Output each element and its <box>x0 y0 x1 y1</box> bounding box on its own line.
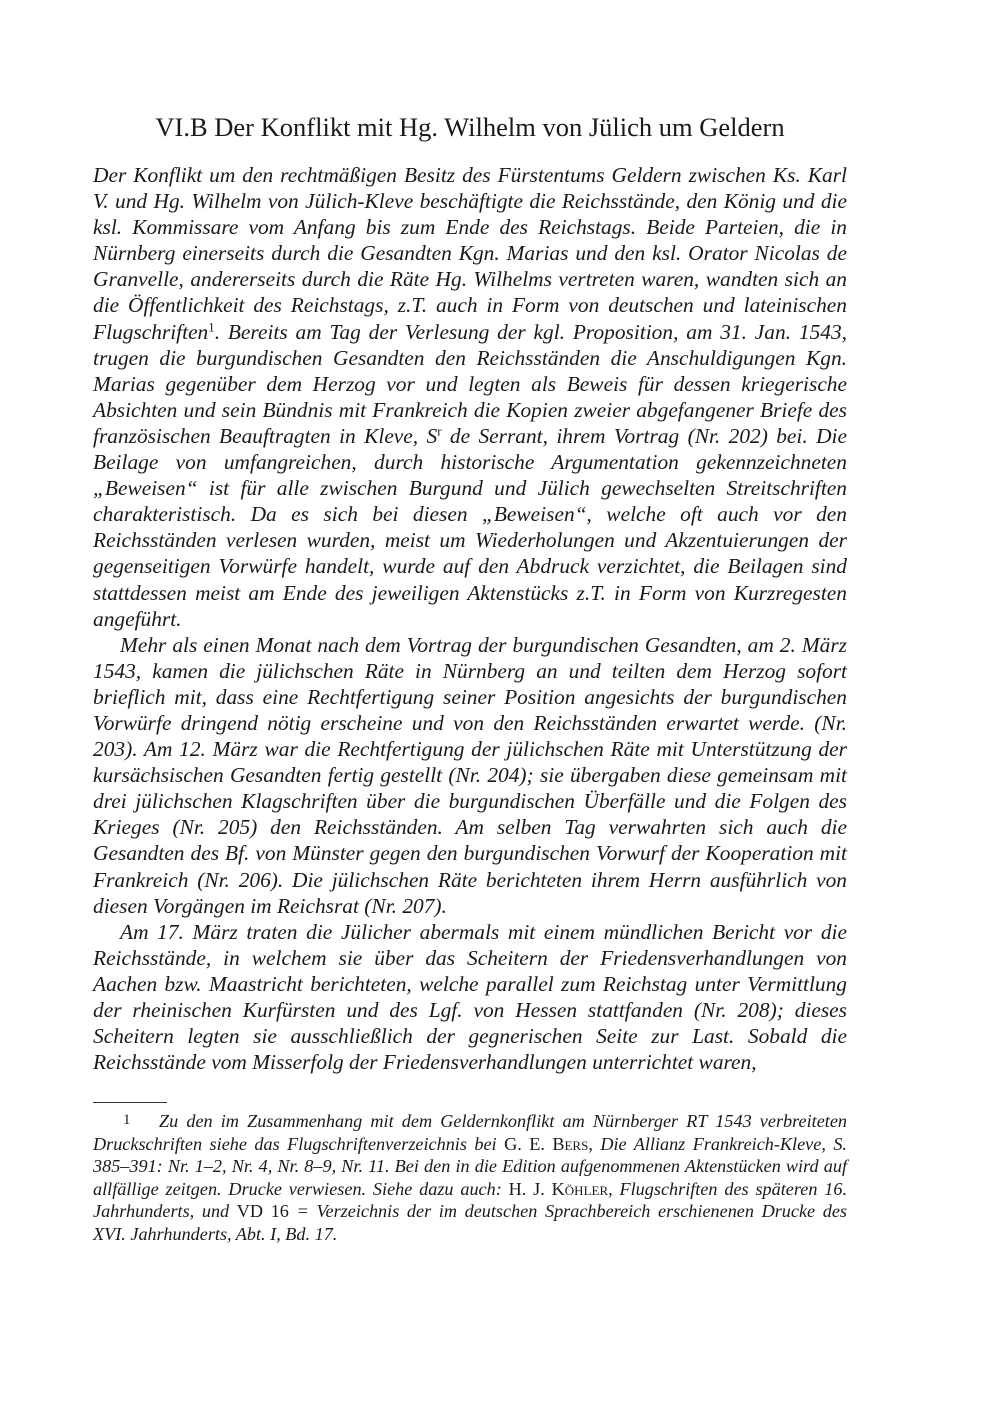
footnote-text-2: , Die Allianz Frankreich-Kleve, S. 385–391: Nr. 1–2, Nr. 4, Nr. 8–9, Nr. 11. Bei den in die Edition aufgenommenen Aktenstücken wird auf allfällige zeitgen. Drucke verwiesen. Siehe dazu auch: <box>93 1133 847 1199</box>
footnote-text-3: , Flugschriften des späteren 16. Jahrhunderts, und <box>93 1178 848 1222</box>
paragraph-1 <box>93 162 847 632</box>
paragraph-1-part-c: de Serrant, ihrem Vortrag (Nr. 202) bei. Die Beilage von umfangreichen, durch historische Argumentation gekennzeichneten „Beweisen“ ist für alle zwischen Burgund und Jülich gewechselten Streitschriften charakteristisch. Da es sich bei diesen „Beweisen“, welche oft auch vor den Reichsständen verlesen wurden, meist um Wiederholungen und Akzentuierungen der gegenseitigen Vorwürfe handelt, wurde auf den Abdruck verzichtet, die Beilagen sind stattdessen meist am Ende des jeweiligen Aktenstücks z.T. in Form von Kurzregesten angeführt. <box>93 423 847 631</box>
footnote-text-1: Zu den im Zusammenhang mit dem Geldernkonflikt am Nürnberger RT 1543 verbreiteten Druckschriften siehe das Flugschriftenverzeichnis bei <box>93 1111 847 1154</box>
footnote-reference[interactable]: 1 <box>208 319 215 334</box>
body-text <box>93 162 847 1075</box>
footnote-number: 1 <box>123 1112 131 1128</box>
paragraph-1-part-a: Der Konflikt um den rechtmäßigen Besitz des Fürstentums Geldern zwischen Ks. Karl V. und Hg. Wilhelm von Jülich-Kleve beschäftigte die Reichsstände, den König und die ksl. Kommissare vom Anfang bis zum Ende des Reichstags. Beide Parteien, die in Nürnberg einerseits durch die Gesandten Kgn. Marias und den ksl. Orator Nicolas de Granvelle, andererseits durch die Räte Hg. Wilhelms vertreten waren, wandten sich an die Öffentlichkeit des Reichstags, z.T. auch in Form von deutschen und lateinischen Flugschriften <box>93 163 847 344</box>
footnote-vd16: VD 16 <box>236 1201 289 1222</box>
footnote-author-2-name: Köhler <box>551 1178 609 1199</box>
footnote <box>93 1109 847 1246</box>
document-page <box>93 110 847 1075</box>
superscript-r: r <box>437 424 442 439</box>
footnote-author-2-initials: H. J. <box>508 1178 552 1199</box>
paragraph-3: Am 17. März traten die Jülicher abermals mit einem mündlichen Bericht vor die Reichsstände, in welchem sie über das Scheitern der Friedensverhandlungen von Aachen bzw. Maastricht berichteten, welche parallel zum Reichstag unter Vermittlung der rheinischen Kurfürsten und des Lgf. von Hessen stattfanden (Nr. 208); dieses Scheitern legten sie ausschließlich der gegnerischen Seite zur Last. Sobald die Reichsstände vom Misserfolg der Friedensverhandlungen unterrichtet waren, <box>93 919 847 1075</box>
footnote-author-1-initials: G. E. <box>504 1133 553 1154</box>
footnote-author-1-name: Bers <box>552 1133 589 1154</box>
footnote-text-4: = Verzeichnis der im deutschen Sprachbereich erschienenen Drucke des XVI. Jahrhunderts, Abt. I, Bd. 17. <box>93 1201 847 1244</box>
paragraph-1-part-b: . Bereits am Tag der Verlesung der kgl. Proposition, am 31. Jan. 1543, trugen die burgundischen Gesandten den Reichsständen die Anschuldigungen Kgn. Marias gegenüber dem Herzog vor und legten als Beweis für dessen kriegerische Absichten und sein Bündnis mit Frankreich die Kopien zweier abgefangener Briefe des französischen Beauftragten in Kleve, S <box>93 319 847 448</box>
section-heading: VI.B Der Konflikt mit Hg. Wilhelm von Jülich um Geldern <box>155 112 785 142</box>
footnote-divider <box>93 1102 167 1103</box>
paragraph-2: Mehr als einen Monat nach dem Vortrag der burgundischen Gesandten, am 2. März 1543, kamen die jülichschen Räte in Nürnberg an und teilten dem Herzog sofort brieflich mit, dass eine Rechtfertigung seiner Position angesichts der burgundischen Vorwürfe dringend nötig erscheine und von den Reichsständen erwartet werde. (Nr. 203). Am 12. März war die Rechtfertigung der jülichschen Räte mit Unterstützung der kursächsischen Gesandten fertig gestellt (Nr. 204); sie übergaben diese gemeinsam mit drei jülichschen Klagschriften über die burgundischen Überfälle und die Folgen des Krieges (Nr. 205) den Reichsständen. Am selben Tag verwahrten sich auch die Gesandten des Bf. von Münster gegen den burgundischen Vorwurf der Kooperation mit Frankreich (Nr. 206). Die jülichschen Räte berichteten ihrem Herrn ausführlich von diesen Vorgängen im Reichsrat (Nr. 207). <box>93 632 847 918</box>
